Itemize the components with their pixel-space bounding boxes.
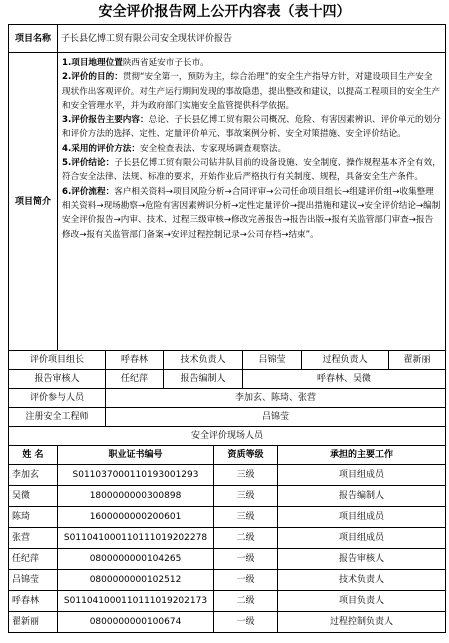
table-row [9, 612, 446, 633]
writer-value: 呼春林、吴微 [243, 370, 446, 389]
staff-cert: 0800000000104265 [58, 549, 214, 570]
process-label: 过程负责人 [302, 351, 389, 370]
staff-name: 陈琦 [9, 507, 58, 528]
staff-duty: 项目组成员 [278, 528, 446, 549]
staff-duty: 报告编制人 [278, 486, 446, 507]
roles-row-3 [9, 389, 446, 408]
staff-name: 张营 [9, 528, 58, 549]
table-row [9, 570, 446, 591]
staff-cert: S011041000110111019202173 [58, 591, 214, 612]
staff-name: 李加玄 [9, 465, 58, 486]
intro-content [58, 53, 446, 351]
staff-duty: 技术负责人 [278, 570, 446, 591]
staff-cert: S011037000110193001293 [58, 465, 214, 486]
engineer-value: 吕锦莹 [106, 408, 446, 427]
process-value: 翟新丽 [389, 351, 446, 370]
leader-value: 呼春林 [106, 351, 164, 370]
staff-level: 一级 [214, 612, 278, 633]
staff-duty: 报告审核人 [278, 549, 446, 570]
staff-duty: 过程控制负责人 [278, 612, 446, 633]
page-title: 安全评价报告网上公开内容表（表十四） [98, 4, 351, 20]
staff-level: 三级 [214, 486, 278, 507]
table-row [9, 507, 446, 528]
writer-label: 报告编制人 [164, 370, 243, 389]
staff-name: 吕锦莹 [9, 570, 58, 591]
staff-header-row [9, 446, 446, 465]
staff-level: 三级 [214, 465, 278, 486]
staff-level: 二级 [214, 591, 278, 612]
staff-name: 任纪萍 [9, 549, 58, 570]
intro-label: 项目简介 [9, 53, 58, 351]
project-label: 项目名称 [9, 25, 58, 53]
roles-row-4 [9, 408, 446, 427]
staff-name: 吴微 [9, 486, 58, 507]
staff-level: 一级 [214, 549, 278, 570]
review-label: 报告审核人 [9, 370, 106, 389]
table-row [9, 486, 446, 507]
staff-level: 二级 [214, 528, 278, 549]
tech-value: 吕锦莹 [243, 351, 302, 370]
intro-item: 6.评价流程：客户相关资料→项目风险分析→合同评审→公司任命项目组长→组建评价组→收集整理相关资料→现场勘察→危险有害因素辨识分析→定性定量评价→提出措施和建议→安全评价结论→编制安全评价报告→内审、技术、过程三级审核→修改完善报告→报告出版→报有关监管部门审查→报告修改→报有关监管部门备案→安评过程控制记录→公司存档→结束”。 [62, 186, 441, 240]
staff-caption: 安全评价现场人员 [9, 427, 446, 446]
intro-row [9, 53, 446, 351]
intro-item: 3.评价报告主要内容：总论、子长县亿博工贸有限公司概况、危险、有害因素辨识、评价单元的划分和评价方法的选择、定性、定量评价单元、事故案例分析、安全对策措施、安全评价结论。 [62, 115, 441, 140]
column-header: 姓 名 [9, 446, 58, 465]
roles-row-1 [9, 351, 446, 370]
report-table [8, 24, 446, 633]
staff-cert: S011041000110111019202278 [58, 528, 214, 549]
staff-cert: 1800000000300898 [58, 486, 214, 507]
participants-value: 李加玄、陈琦、张营 [106, 389, 446, 408]
review-value: 任纪萍 [106, 370, 164, 389]
staff-duty: 项目组成员 [278, 465, 446, 486]
staff-duty: 项目负责人 [278, 591, 446, 612]
table-row [9, 549, 446, 570]
staff-duty: 项目组成员 [278, 507, 446, 528]
roles-row-2 [9, 370, 446, 389]
intro-item: 1.项目地理位置陕西省延安市子长市。 [62, 58, 209, 68]
leader-label: 评价项目组长 [9, 351, 106, 370]
table-row [9, 528, 446, 549]
intro-item: 4.采用的评价方法：安全检查表法、专家现场调查观察法。 [62, 143, 287, 154]
column-header: 资质等级 [214, 446, 278, 465]
column-header: 职业证书编号 [58, 446, 214, 465]
staff-level: 三级 [214, 507, 278, 528]
intro-item: 5.评价结论：子长县亿博工贸有限公司钻井队目前的设备设施、安全制度、操作规程基本齐全有效，符合安全法律、法规、标准的要求，开始作业后严格执行有关制度、规程，具备安全生产条件。 [62, 158, 441, 183]
engineer-label: 注册安全工程师 [9, 408, 106, 427]
staff-cert: 0800000000102512 [58, 570, 214, 591]
participants-label: 评价参与人员 [9, 389, 106, 408]
staff-caption-row [9, 427, 446, 446]
column-header: 承担的主要工作 [278, 446, 446, 465]
table-row [9, 591, 446, 612]
intro-item: 2.评价的目的：贯彻“安全第一，预防为主，综合治理”的安全生产指导方针，对建设项目生产安全现状作出客观评价。对生产运行期间发现的事故隐患，提出整改和建议，以提高工程项目的安全生产和安全管理水平，并为政府部门实施安全监管提供科学依据。 [62, 72, 441, 111]
table-row [9, 465, 446, 486]
staff-name: 翟新丽 [9, 612, 58, 633]
staff-level: 一级 [214, 570, 278, 591]
staff-cert: 0800000000100674 [58, 612, 214, 633]
project-name: 子长县亿博工贸有限公司安全现状评价报告 [58, 25, 446, 53]
staff-cert: 1600000000200601 [58, 507, 214, 528]
project-row [9, 25, 446, 53]
staff-name: 呼春林 [9, 591, 58, 612]
tech-label: 技术负责人 [164, 351, 243, 370]
